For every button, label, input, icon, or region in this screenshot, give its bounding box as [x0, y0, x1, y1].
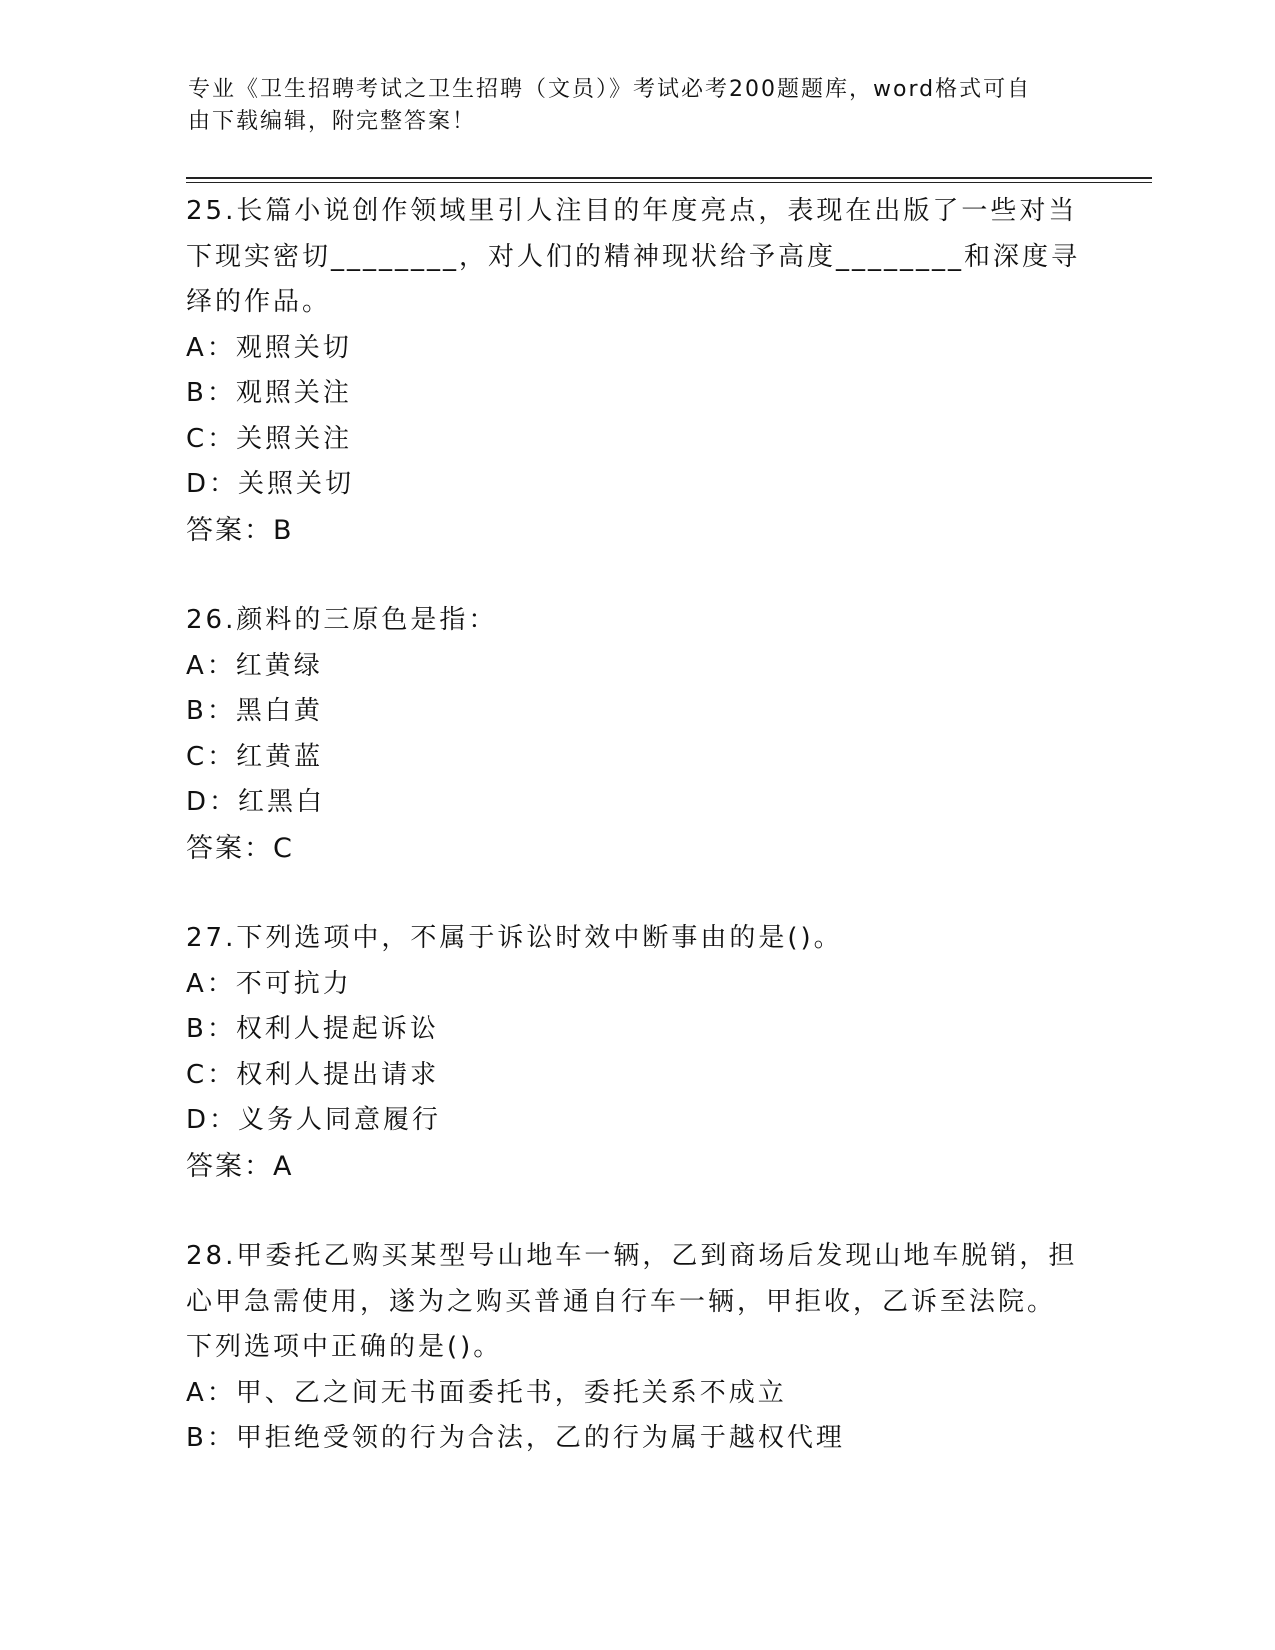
question-stem: 下现实密切________，对人们的精神现状给予高度________和深度寻	[186, 241, 1081, 272]
option-d: D：关照关切	[186, 469, 355, 499]
option-b: B：黑白黄	[186, 696, 323, 726]
question-stem: 25.长篇小说创作领域里引人注目的年度亮点，表现在出版了一些对当	[186, 196, 1078, 226]
question-stem: 28.甲委托乙购买某型号山地车一辆，乙到商场后发现山地车脱销，担	[186, 1241, 1078, 1271]
option-c: C：关照关注	[186, 423, 353, 454]
document-header	[188, 74, 1068, 138]
header-line: 专业《卫生招聘考试之卫生招聘（文员）》考试必考200题题库，word格式可自	[188, 77, 1032, 102]
header-divider-thin	[186, 182, 1152, 183]
answer-label: 答案：B	[186, 514, 294, 546]
option-d: D：义务人同意履行	[186, 1105, 442, 1135]
question-stem: 下列选项中正确的是()。	[186, 1332, 503, 1362]
answer-label: 答案：A	[186, 1150, 294, 1182]
option-b: B：权利人提起诉讼	[186, 1014, 439, 1044]
option-c: C：权利人提出请求	[186, 1059, 440, 1090]
header-divider-thick	[186, 177, 1152, 179]
question-list	[186, 189, 1146, 1507]
option-a: A：红黄绿	[186, 650, 323, 681]
option-a: A：甲、乙之间无书面委托书，委托关系不成立	[186, 1377, 787, 1408]
header-line: 由下载编辑，附完整答案！	[188, 109, 477, 134]
question-25	[186, 189, 1146, 553]
option-b: B：观照关注	[186, 378, 352, 408]
question-26	[186, 598, 1146, 871]
option-a: A：不可抗力	[186, 968, 352, 999]
option-d: D：红黑白	[186, 787, 326, 817]
option-c: C：红黄蓝	[186, 741, 324, 772]
option-a: A：观照关切	[186, 332, 352, 363]
question-27	[186, 916, 1146, 1189]
question-28	[186, 1234, 1146, 1462]
question-stem: 26.颜料的三原色是指：	[186, 605, 498, 635]
question-stem: 心甲急需使用，遂为之购买普通自行车一辆，甲拒收，乙诉至法院。	[186, 1286, 1057, 1317]
question-stem: 绎的作品。	[186, 287, 332, 317]
question-stem: 27.下列选项中，不属于诉讼时效中断事由的是()。	[186, 923, 843, 953]
option-b: B：甲拒绝受领的行为合法，乙的行为属于越权代理	[186, 1423, 845, 1453]
answer-label: 答案：C	[186, 832, 294, 864]
